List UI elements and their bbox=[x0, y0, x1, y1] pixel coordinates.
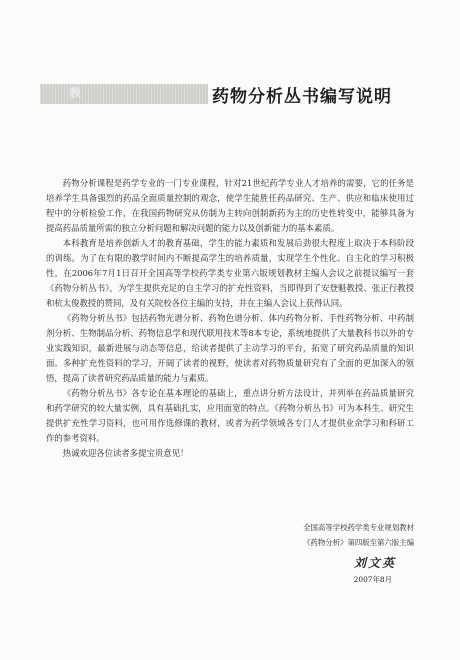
banner-badge: 教 bbox=[68, 86, 81, 100]
title-banner bbox=[40, 80, 420, 108]
signature-date: 2007年8月 bbox=[353, 575, 392, 584]
paragraph: 药物分析课程是药学专业的一门专业课程，针对21世纪药学专业人才培养的需要，它的任务是培养学生具备强烈的药品全面质量控制的观念，使学生能胜任药品研究、生产、供应和临床使用过程中的分析检验工作，在我国药物研究从仿制为主转向创制新药为主的历史性转变中，能够具备为提高药品质量所需的独立分析问题和解决问题的能力以及创新能力的基本素质。 bbox=[46, 178, 414, 233]
page-title: 药物分析丛书编写说明 bbox=[208, 80, 396, 109]
paragraph: 《药物分析丛书》包括药物光谱分析、药物色谱分析、体内药物分析、手性药物分析、中药制剂分析、生物制品分析、药物信息学和现代联用技术等8本专论，系统地提供了大量教科书以外的专业实践知识，最新进展与动态等信息，给读者提供了主动学习的平台，拓宽了研究药品质量的知识面。多种扩充性资料的学习，开阔了读者的视野，使读者对药物质量研究有了全面的更加深入的领悟，提高了读者研究药品质量的能力与素质。 bbox=[46, 313, 414, 383]
paragraph: 《药物分析丛书》各专论在基本理论的基础上，重点讲分析方法设计，并列举在药品质量研究和药学研究的较大量实例，具有基础扎实，应用面宽的特点。《药物分析丛书》可为本科生、研究生提供扩充性学习资料，也可用作选修课的教材，或者为药学领域各专门人才提供业余学习和科研工作的参考资料。 bbox=[46, 388, 414, 443]
signature-org: 全国高等学校药学类专业规划教材 bbox=[303, 523, 414, 532]
signature-name: 刘文英 bbox=[353, 556, 396, 570]
signature-block bbox=[214, 520, 414, 587]
signature-role: 《药物分析》第四版至第六版主编 bbox=[303, 538, 414, 547]
paragraph: 热诚欢迎各位读者多提宝贵意见！ bbox=[62, 448, 189, 458]
paragraph: 本科教育是培养创新人才的教育基础，学生的能力素质和发展后劲很大程度上取决于本科阶段的训练。为了在有限的教学时间内不断提高学生的培养质量，实现学生个性化、自主化的学习积极性，在2006年7月1日召开全国高等学校药学类专业第六版规划教材主编人会议之前提议编写一套《药物分析丛书》，为学生提供充足的自主学习的扩充性资料，当即得到了安登魁教授、张正行教授和杭太俊教授的赞同，及有关院校各位主编的支持，并在主编人会议上获得认同。 bbox=[46, 238, 414, 308]
body-text bbox=[46, 176, 414, 461]
